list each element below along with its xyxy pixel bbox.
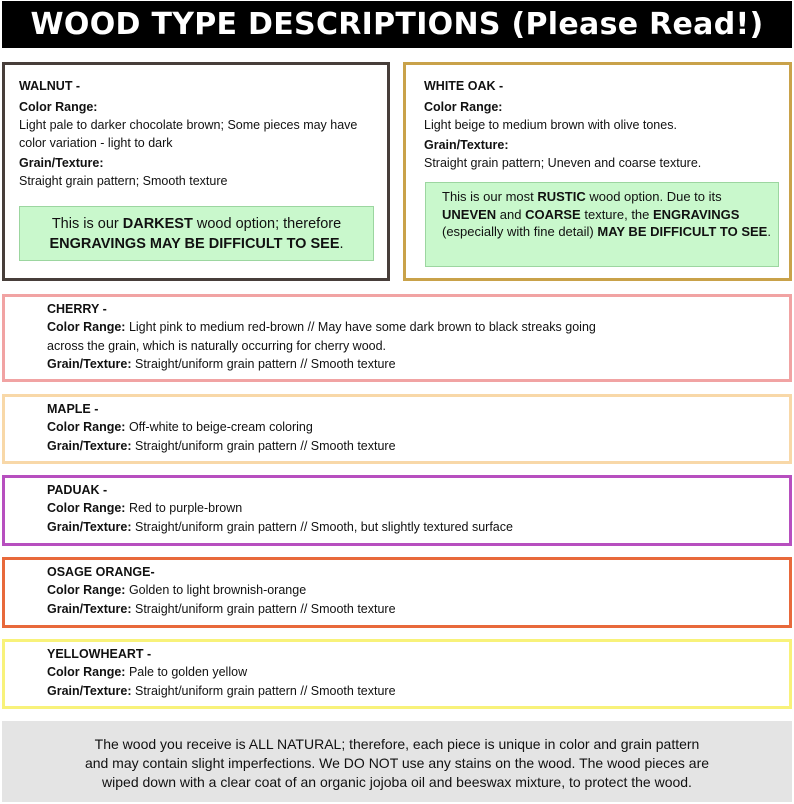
maple-color-label: Color Range: [47,420,126,434]
paduak-grain-label: Grain/Texture: [47,519,132,534]
walnut-warning-note [19,206,374,261]
yellowheart-grain-text: Straight/uniform grain pattern // Smooth texture [131,683,396,698]
osage-grain-label: Grain/Texture: [47,601,132,616]
osage-grain-text: Straight/uniform grain pattern // Smooth texture [131,601,396,616]
white-oak-note-bold-3: COARSE [525,206,581,222]
walnut-grain-text: Straight grain pattern; Smooth texture [19,174,228,188]
cherry-grain-text: Straight/uniform grain pattern // Smooth texture [131,357,396,371]
osage-title: OSAGE ORANGE- [47,565,155,579]
yellowheart-color-label: Color Range: [47,665,126,679]
yellowheart-grain-label: Grain/Texture: [47,683,132,698]
paduak-color-label: Color Range: [47,501,126,515]
white-oak-note-text-4: texture, the [580,206,653,222]
white-oak-grain-text: Straight grain pattern; Uneven and coarse texture. [424,156,702,170]
white-oak-note-text-3: and [496,206,526,222]
walnut-color-text: Light pale to darker chocolate brown; Some pieces may have color variation - light to dark [19,118,358,150]
walnut-note-text-2: wood option; therefore [192,216,342,232]
cherry-grain-label: Grain/Texture: [47,357,132,371]
osage-color-label: Color Range: [47,583,126,597]
cherry-card [2,294,792,382]
white-oak-color-text: Light beige to medium brown with olive tones. [424,118,677,132]
natural-wood-notice [2,721,792,802]
walnut-title: WALNUT - [19,79,81,93]
white-oak-note-text-2: wood option. Due to its [585,189,722,204]
white-oak-note-bold-1: RUSTIC [537,189,586,204]
paduak-color-text: Red to purple-brown [125,501,243,515]
cherry-title: CHERRY - [47,302,107,316]
white-oak-warning-note [425,182,779,267]
maple-grain-text: Straight/uniform grain pattern // Smooth texture [131,438,396,453]
maple-color-text: Off-white to beige-cream coloring [125,420,313,434]
maple-title: MAPLE - [47,402,99,416]
cherry-color-text: Light pink to medium red-brown // May have some dark brown to black streaks going [125,320,596,334]
walnut-card [2,62,390,281]
walnut-note-text-1: This is our [51,216,123,232]
walnut-note-bold-1: DARKEST [122,216,193,232]
white-oak-note-bold-5: MAY BE DIFFICULT TO SEE [597,224,768,239]
yellowheart-title: YELLOWHEART - [47,647,152,661]
paduak-grain-text: Straight/uniform grain pattern // Smooth, but slightly textured surface [131,519,513,534]
walnut-note-bold-2: ENGRAVINGS MAY BE DIFFICULT TO SEE [49,236,340,252]
osage-orange-card [2,557,792,628]
footer-line-3: wiped down with a clear coat of an organic jojoba oil and beeswax mixture, to protect the wood. [102,774,692,790]
yellowheart-card [2,639,792,709]
cherry-color-text-2: across the grain, which is naturally occurring for cherry wood. [47,338,387,353]
osage-color-text: Golden to light brownish-orange [125,583,307,597]
maple-card [2,394,792,464]
footer-line-1: The wood you receive is ALL NATURAL; therefore, each piece is unique in color and grain pattern [94,736,700,752]
walnut-grain-label: Grain/Texture: [19,156,104,170]
cherry-color-label: Color Range: [47,320,126,334]
walnut-note-text-3: . [339,236,344,252]
white-oak-note-text-1: This is our most [442,189,538,204]
footer-line-2: and may contain slight imperfections. We DO NOT use any stains on the wood. The wood pieces are [84,755,710,771]
white-oak-title: WHITE OAK - [424,79,504,93]
walnut-color-label: Color Range: [19,100,98,114]
maple-grain-label: Grain/Texture: [47,438,132,453]
white-oak-note-bold-4: ENGRAVINGS [653,206,740,222]
white-oak-grain-label: Grain/Texture: [424,138,509,152]
white-oak-card [403,62,792,281]
page-title: WOOD TYPE DESCRIPTIONS (Please Read!) [2,1,792,48]
white-oak-note-bold-2: UNEVEN [442,206,497,222]
paduak-title: PADUAK - [47,483,108,497]
paduak-card [2,475,792,546]
white-oak-note-text-5: (especially with fine detail) [442,224,598,239]
white-oak-color-label: Color Range: [424,100,503,114]
white-oak-note-text-6: . [767,224,771,239]
yellowheart-color-text: Pale to golden yellow [125,665,248,679]
